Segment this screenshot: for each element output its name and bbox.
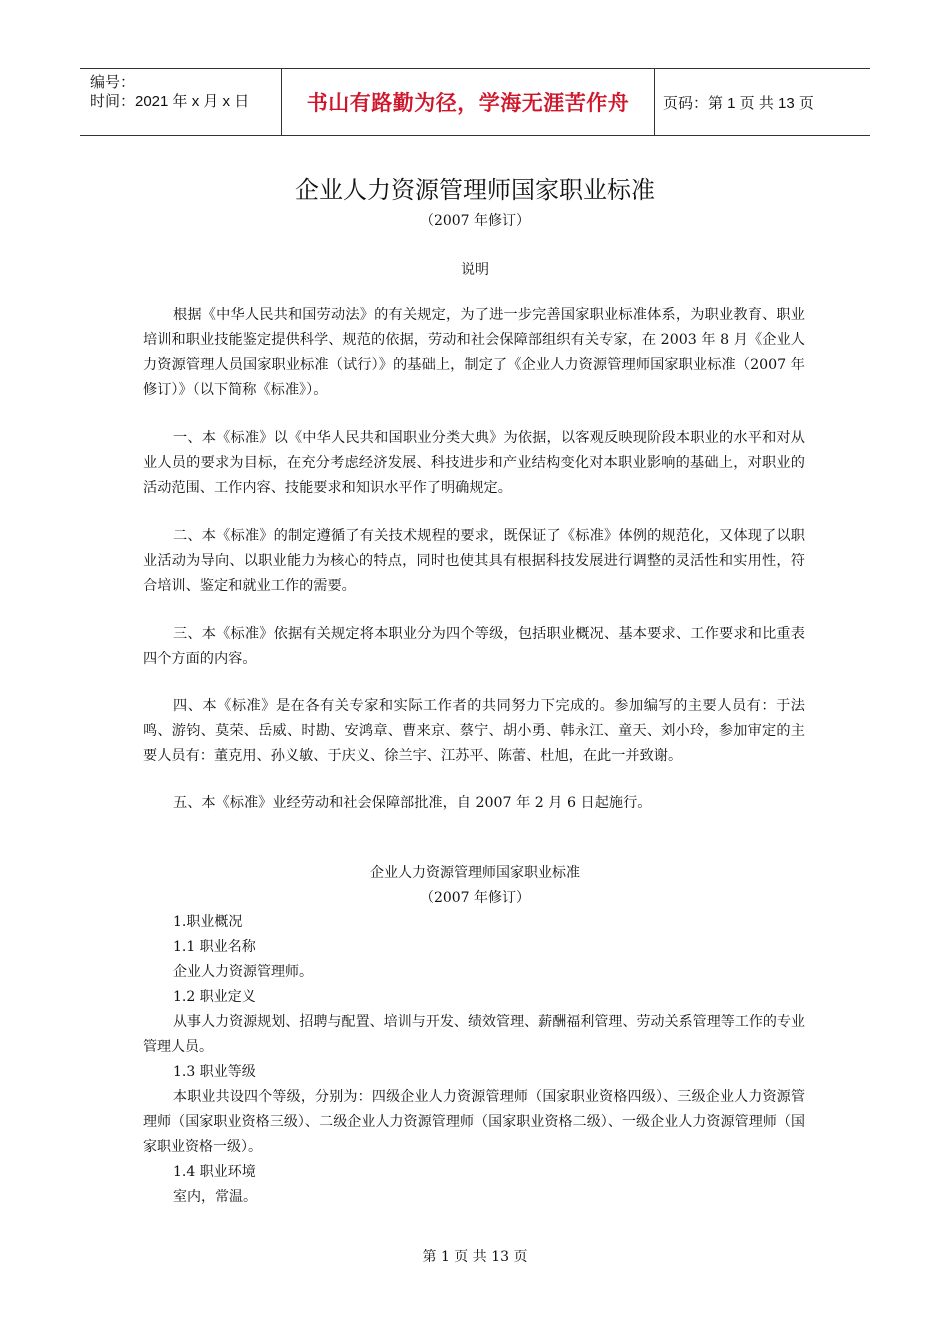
page-footer: 第 1 页 共 13 页	[422, 1249, 528, 1265]
heading-1-1: 1.1 职业名称	[173, 939, 256, 955]
header-motto-cell	[281, 69, 655, 135]
heading-1-3: 1.3 职业等级	[173, 1064, 256, 1080]
document-title: 企业人力资源管理师国家职业标准	[295, 176, 655, 204]
header-page-cell	[655, 69, 870, 135]
time-label: 时间：2021 年 x 月 x 日	[90, 93, 250, 110]
paragraph-three: 三、本《标准》依据有关规定将本职业分为四个等级，包括职业概况、基本要求、工作要求和比重表四个方面的内容。	[143, 626, 805, 667]
paragraph-five: 五、本《标准》业经劳动和社会保障部批准，自 2007 年 2 月 6 日起施行。	[173, 795, 652, 811]
paragraph-two: 二、本《标准》的制定遵循了有关技术规程的要求，既保证了《标准》体例的规范化，又体现了以职业活动为导向、以职业能力为核心的特点，同时也使其具有根据科技发展进行调整的灵活性和实用性，符合培训、鉴定和就业工作的需要。	[143, 528, 805, 594]
text-1-2: 从事人力资源规划、招聘与配置、培训与开发、绩效管理、薪酬福利管理、劳动关系管理等工作的专业管理人员。	[143, 1014, 805, 1055]
section-title: 企业人力资源管理师国家职业标准	[370, 865, 580, 881]
paragraph-four: 四、本《标准》是在各有关专家和实际工作者的共同努力下完成的。参加编写的主要人员有：于法鸣、游钧、莫荣、岳威、时勘、安鸿章、曹来京、蔡宁、胡小勇、韩永江、童天、刘小玲，参加审定的主要人员有：董克用、孙义敏、于庆义、徐兰宇、江苏平、陈蕾、杜旭，在此一并致谢。	[143, 698, 805, 764]
heading-1-2: 1.2 职业定义	[173, 989, 256, 1005]
explain-heading: 说明	[461, 262, 489, 278]
header-table	[80, 68, 870, 136]
text-1-1: 企业人力资源管理师。	[173, 964, 313, 980]
header-left-cell	[80, 69, 281, 135]
paragraph-one: 一、本《标准》以《中华人民共和国职业分类大典》为依据，以客观反映现阶段本职业的水平和对从业人员的要求为目标，在充分考虑经济发展、科技进步和产业结构变化对本职业影响的基础上，对职业的活动范围、工作内容、技能要求和知识水平作了明确规定。	[143, 430, 805, 496]
heading-1: 1.职业概况	[173, 914, 243, 930]
heading-1-4: 1.4 职业环境	[173, 1164, 256, 1180]
text-1-4: 室内，常温。	[173, 1189, 257, 1205]
text-1-3: 本职业共设四个等级，分别为：四级企业人力资源管理师（国家职业资格四级）、三级企业人力资源管理师（国家职业资格三级）、二级企业人力资源管理师（国家职业资格二级）、一级企业人力资源管理师（国家职业资格一级）。	[143, 1089, 805, 1155]
section-subtitle: （2007 年修订）	[419, 890, 531, 906]
document-subtitle: （2007 年修订）	[419, 213, 531, 229]
motto-text: 书山有路勤为径，学海无涯苦作舟	[306, 91, 630, 115]
page-label: 页码：第 1 页 共 13 页	[663, 94, 814, 112]
number-label: 编号：	[90, 74, 136, 91]
paragraph-intro: 根据《中华人民共和国劳动法》的有关规定，为了进一步完善国家职业标准体系，为职业教育、职业培训和职业技能鉴定提供科学、规范的依据，劳动和社会保障部组织有关专家，在 2003 年 8 月《企业人力资源管理人员国家职业标准（试行）》的基础上，制定了《企业人力资源管理师国家职业标准（2007 年修订）》（以下简称《标准》）。	[143, 307, 805, 398]
